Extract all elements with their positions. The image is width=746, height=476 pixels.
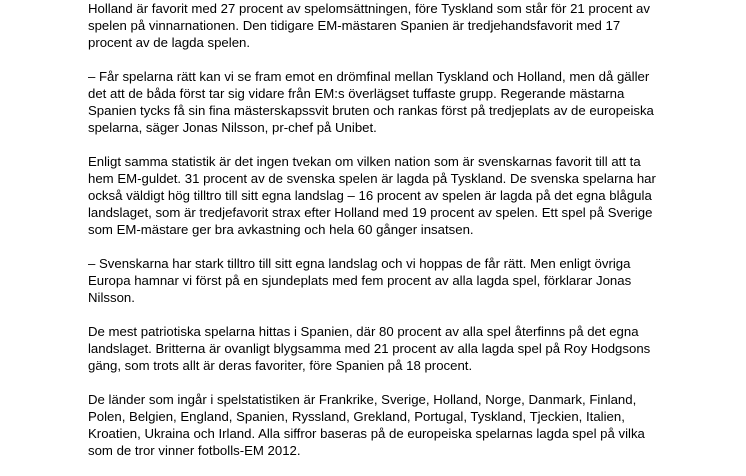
text-line: landslaget, som är tredjefavorit strax efter Holland med 19 procent av spelen. Ett spel på Sverige	[88, 205, 653, 220]
text-line: – Får spelarna rätt kan vi se fram emot en drömfinal mellan Tyskland och Holland, men då gäller	[88, 69, 650, 84]
text-line: Nilsson.	[88, 290, 135, 305]
paragraph-patriotic-players	[88, 323, 688, 374]
paragraph-favorites	[88, 0, 688, 51]
text-line: Holland är favorit med 27 procent av spelomsättningen, före Tyskland som står för 21 procent av	[88, 1, 650, 16]
text-line: Enligt samma statistik är det ingen tvekan om vilken nation som är svenskarnas favorit till att ta	[88, 154, 641, 169]
text-line: Europa hamnar vi först på en sjundeplats med fem procent av alla lagda spel, förklarar Jonas	[88, 273, 632, 288]
text-line: Kroatien, Ukraina och Irland. Alla siffror baseras på de europeiska spelarnas lagda spel på vilka	[88, 426, 645, 441]
paragraph-quote-nilsson	[88, 68, 688, 136]
text-line: Polen, Belgien, England, Spanien, Ryssland, Grekland, Portugal, Tyskland, Tjeckien, Italien,	[88, 409, 625, 424]
text-line: De mest patriotiska spelarna hittas i Spanien, där 80 procent av alla spel återfinns på det egna	[88, 324, 639, 339]
text-line: procent av de lagda spelen.	[88, 35, 251, 50]
text-line: det att de båda först tar sig vidare från EM:s överlägset tuffaste grupp. Regerande mästarna	[88, 86, 625, 101]
paragraph-swedish-statistics	[88, 153, 688, 238]
text-line: landslaget. Britterna är ovanligt blygsamma med 21 procent av alla lagda spel på Roy Hodgsons	[88, 341, 651, 356]
text-line: spelarna, säger Jonas Nilsson, pr-chef på Unibet.	[88, 120, 377, 135]
text-line: gäng, som trots allt är deras favoriter, före Spanien på 18 procent.	[88, 358, 473, 373]
text-line: som EM-mästare ger bra avkastning och hela 60 gånger insatsen.	[88, 222, 474, 237]
text-line: De länder som ingår i spelstatistiken är Frankrike, Sverige, Holland, Norge, Danmark, Finland,	[88, 392, 637, 407]
text-line: Spanien tycks få sin fina mästerskapssvit bruten och rankas först på tredjeplats av de europeiska	[88, 103, 654, 118]
text-line: hem EM-guldet. 31 procent av de svenska spelen är lagda på Tyskland. De svenska spelarna har	[88, 171, 656, 186]
text-line: som de tror vinner fotbolls-EM 2012.	[88, 443, 301, 458]
text-line: också väldigt hög tilltro till sitt egna landslag – 16 procent av spelen är lagda på det egna blågula	[88, 188, 652, 203]
text-line: spelen på vinnarnationen. Den tidigare EM-mästaren Spanien är tredjehandsfavorit med 17	[88, 18, 621, 33]
document-body	[88, 0, 688, 476]
text-line: – Svenskarna har stark tilltro till sitt egna landslag och vi hoppas de får rätt. Men enligt övriga	[88, 256, 631, 271]
paragraph-countries-list	[88, 391, 688, 459]
paragraph-quote-sweden	[88, 255, 688, 306]
